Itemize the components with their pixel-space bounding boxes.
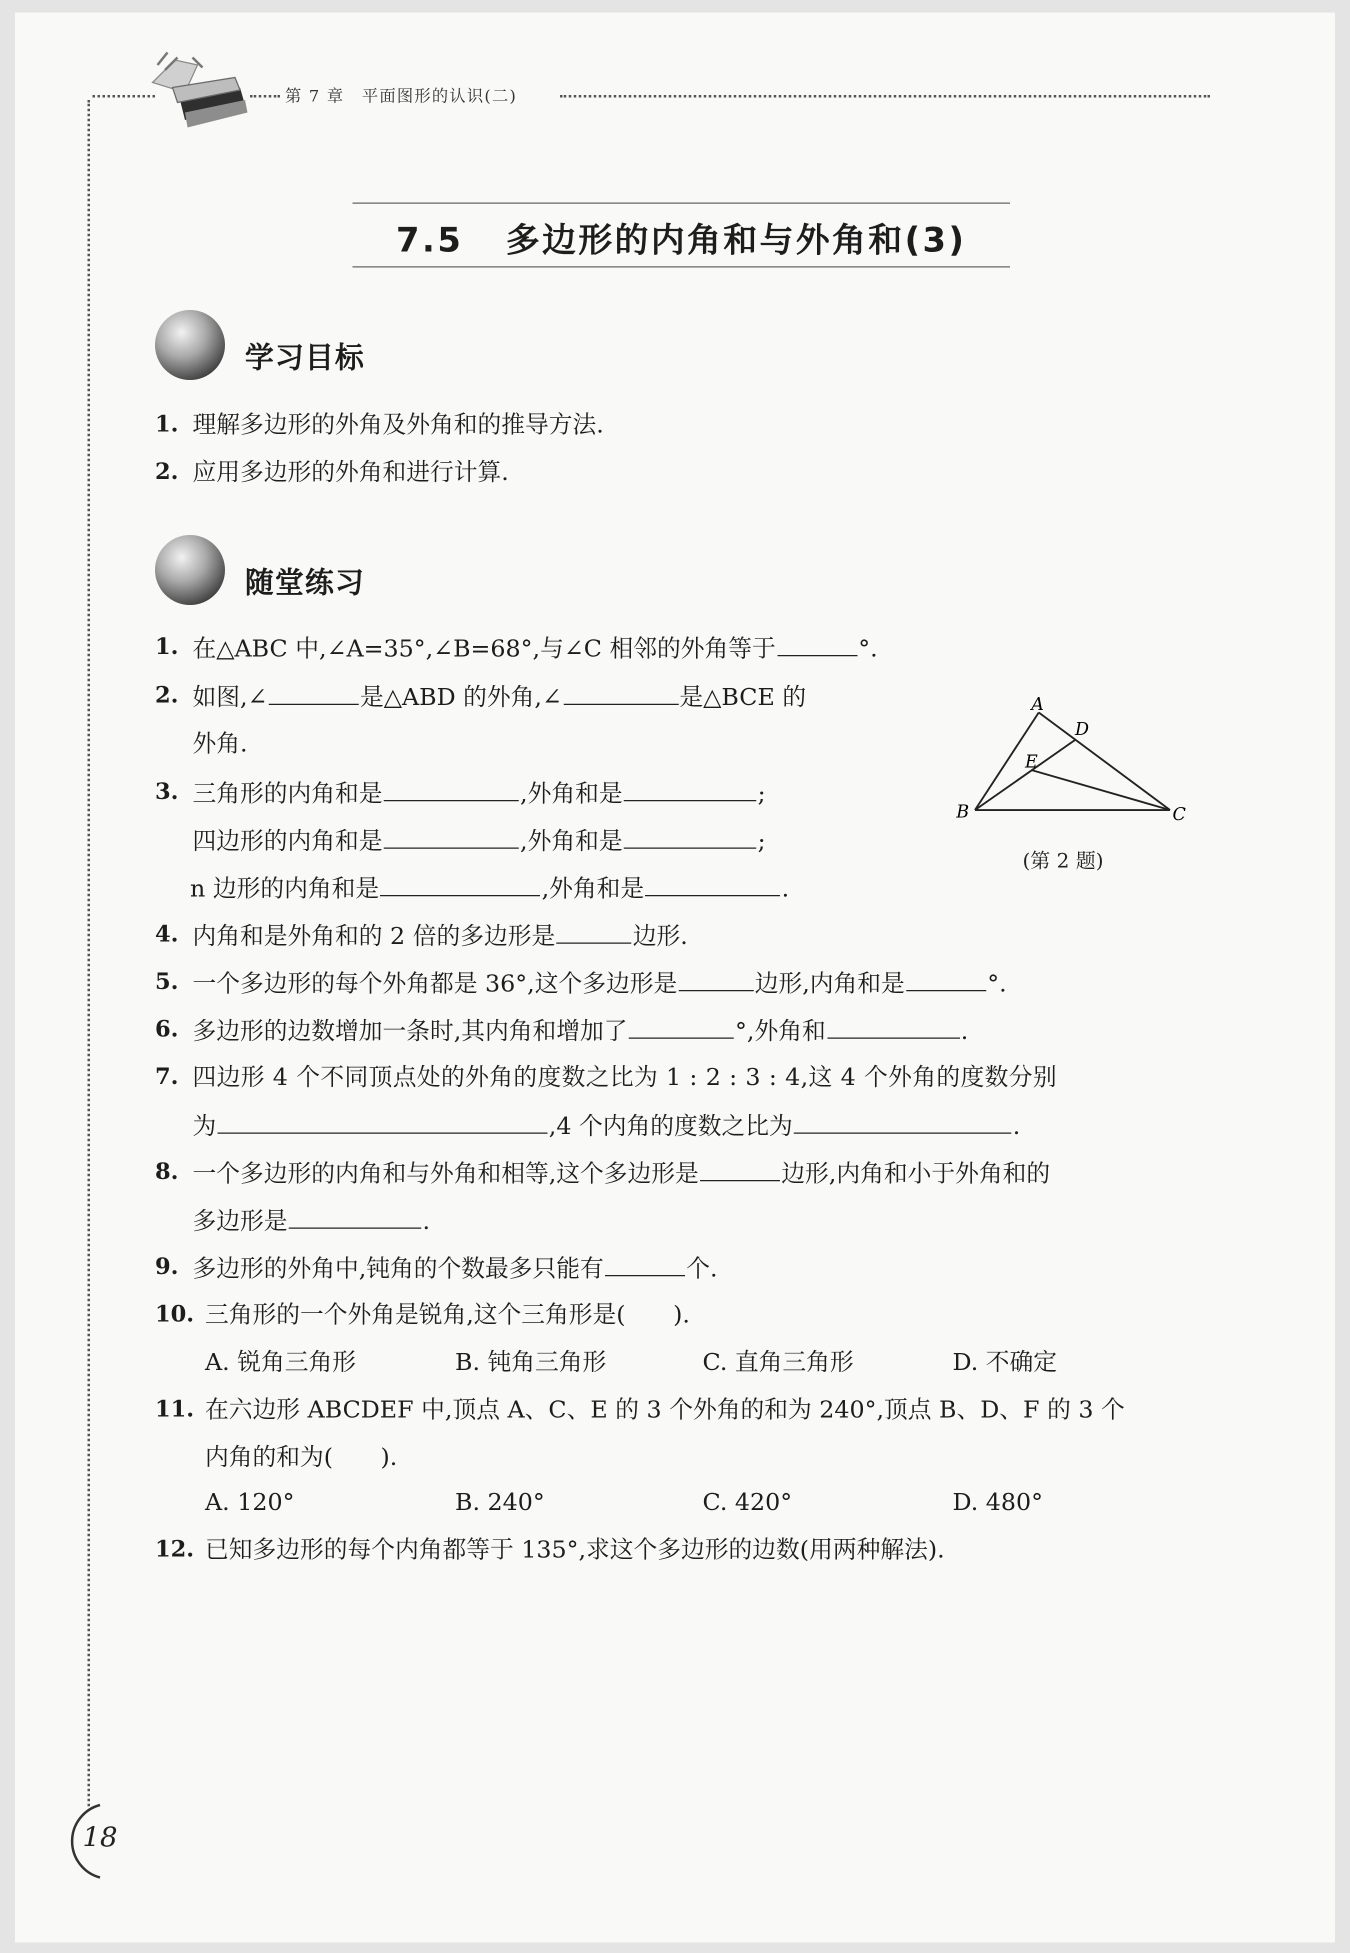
question-text: 边形,内角和是 <box>754 970 905 998</box>
question-text: 个. <box>686 1255 718 1283</box>
answer-blank[interactable] <box>700 1158 780 1182</box>
choice-option-b[interactable]: B. 240° <box>455 1488 545 1517</box>
question-1 <box>193 633 878 664</box>
question-text: . <box>781 875 790 903</box>
question-number: 12. <box>155 1536 195 1563</box>
question-3-line-2 <box>193 825 766 856</box>
vertex-label-e: E <box>1025 752 1038 773</box>
answer-blank[interactable] <box>624 825 757 849</box>
vertex-label-c: C <box>1172 805 1186 825</box>
question-number: 9. <box>155 1253 179 1280</box>
question-text: 多边形的边数增加一条时,其内角和增加了 <box>192 1017 628 1045</box>
answer-blank[interactable] <box>605 1253 685 1277</box>
question-text: °,外角和 <box>735 1017 826 1045</box>
header-dotted-rule-mid <box>250 95 280 98</box>
question-text: °. <box>987 970 1007 998</box>
answer-blank[interactable] <box>624 778 757 802</box>
answer-blank[interactable] <box>678 968 753 992</box>
question-text: . <box>960 1017 969 1045</box>
choice-option-a[interactable]: A. 锐角三角形 <box>205 1348 357 1377</box>
question-text: 外角. <box>192 730 248 758</box>
question-number: 1. <box>155 633 179 660</box>
answer-blank[interactable] <box>794 1110 1012 1134</box>
question-number: 8. <box>155 1158 179 1185</box>
page-title <box>353 213 1011 262</box>
answer-blank[interactable] <box>384 778 519 802</box>
question-text: ,外角和是 <box>520 827 623 855</box>
vertex-label-a: A <box>1031 695 1044 715</box>
question-text: ; <box>757 827 766 855</box>
goal-number: 1. <box>155 411 179 438</box>
question-text: . <box>1012 1112 1021 1140</box>
answer-blank[interactable] <box>629 1015 734 1039</box>
answer-blank[interactable] <box>645 873 780 897</box>
answer-blank[interactable] <box>380 873 540 897</box>
question-text: 内角的和为( ). <box>205 1443 398 1472</box>
answer-blank[interactable] <box>289 1205 422 1229</box>
question-4 <box>193 920 688 951</box>
question-text: ,4 个内角的度数之比为 <box>548 1112 793 1140</box>
answer-blank[interactable] <box>563 681 678 705</box>
choice-option-b[interactable]: B. 钝角三角形 <box>455 1348 607 1377</box>
question-8-line-2 <box>193 1205 431 1236</box>
question-text: ,外角和是 <box>541 875 645 903</box>
choice-option-c[interactable]: C. 直角三角形 <box>702 1348 854 1377</box>
question-text: 一个多边形的每个外角都是 36°,这个多边形是 <box>192 970 678 998</box>
question-text: 多边形是 <box>192 1207 288 1235</box>
question-2 <box>193 681 807 712</box>
header-dotted-rule-right <box>560 95 1210 98</box>
title-rule-top <box>353 203 1011 204</box>
answer-blank[interactable] <box>218 1110 548 1134</box>
margin-dotted-rule <box>88 100 91 1806</box>
question-number: 3. <box>155 778 179 805</box>
question-number: 5. <box>155 968 179 995</box>
question-text: 边形,内角和小于外角和的 <box>781 1160 1051 1188</box>
question-text: 多边形的外角中,钝角的个数最多只能有 <box>192 1255 604 1283</box>
practice-heading: 随堂练习 <box>245 567 365 600</box>
chapter-title: 平面图形的认识(二) <box>361 87 518 107</box>
question-text: ; <box>757 780 766 808</box>
choice-option-d[interactable]: D. 480° <box>952 1488 1044 1517</box>
question-text: 边形. <box>632 922 688 950</box>
question-text: n 边形的内角和是 <box>190 875 380 903</box>
question-text: 四边形 4 个不同顶点处的外角的度数之比为 1 : 2 : 3 : 4,这 4 个外角的度数分别 <box>192 1063 1058 1092</box>
goal-text: 应用多边形的外角和进行计算. <box>192 458 509 487</box>
chapter-number: 第 7 章 <box>285 87 345 107</box>
question-text: 在△ABC 中,∠A=35°,∠B=68°,与∠C 相邻的外角等于 <box>192 635 776 663</box>
question-text: 四边形的内角和是 <box>192 827 383 855</box>
answer-blank[interactable] <box>777 633 857 657</box>
question-8-line-1 <box>193 1158 1051 1189</box>
question-9 <box>193 1253 718 1284</box>
figure-caption: (第 2 题) <box>1022 848 1104 873</box>
vertex-label-b: B <box>956 802 970 823</box>
question-text: 在六边形 ABCDEF 中,顶点 A、C、E 的 3 个外角的和为 240°,顶点 B、D、F 的 3 个 <box>205 1396 1125 1424</box>
goal-text: 理解多边形的外角及外角和的推导方法. <box>192 411 604 439</box>
question-number: 6. <box>155 1016 179 1043</box>
question-text: 如图,∠ <box>192 683 268 712</box>
globe-icon <box>155 535 225 605</box>
globe-icon <box>155 310 225 380</box>
page-number: 18 <box>82 1822 118 1854</box>
question-7-line-2 <box>193 1110 1021 1141</box>
question-5 <box>193 968 1007 999</box>
question-number: 4. <box>155 921 179 948</box>
question-text: . <box>422 1207 431 1235</box>
question-text: 是△ABD 的外角,∠ <box>359 683 562 712</box>
question-3-line-3 <box>190 873 789 904</box>
section-number: 7.5 <box>396 221 464 260</box>
goals-heading: 学习目标 <box>245 342 365 375</box>
question-text: 为 <box>192 1112 217 1140</box>
answer-blank[interactable] <box>384 825 519 849</box>
answer-blank[interactable] <box>556 920 631 944</box>
question-text: 一个多边形的内角和与外角和相等,这个多边形是 <box>192 1160 699 1188</box>
goal-number: 2. <box>155 458 179 485</box>
triangle-figure <box>950 695 1200 833</box>
question-number: 2. <box>155 682 179 709</box>
question-text: °. <box>858 635 878 663</box>
question-text: 内角和是外角和的 2 倍的多边形是 <box>192 922 556 950</box>
question-number: 7. <box>155 1063 179 1090</box>
title-rule-bottom <box>353 266 1011 267</box>
question-text: 三角形的一个外角是锐角,这个三角形是( ). <box>205 1301 690 1329</box>
choice-option-a[interactable]: A. 120° <box>205 1488 295 1517</box>
choice-option-c[interactable]: C. 420° <box>702 1488 793 1517</box>
header-dotted-rule-left <box>93 95 156 98</box>
chapter-header <box>285 83 517 107</box>
books-logo-icon <box>148 50 251 140</box>
vertex-label-d: D <box>1075 720 1090 740</box>
question-text: 三角形的内角和是 <box>192 780 383 808</box>
question-text: 是△BCE 的 <box>679 683 807 712</box>
answer-blank[interactable] <box>906 968 986 992</box>
section-title-text: 多边形的内角和与外角和(3) <box>505 221 967 260</box>
question-3-line-1 <box>193 778 766 809</box>
answer-blank[interactable] <box>269 681 359 705</box>
question-6 <box>193 1015 969 1046</box>
question-text: ,外角和是 <box>520 780 623 808</box>
question-number: 10. <box>155 1301 195 1328</box>
question-number: 11. <box>155 1396 195 1423</box>
question-text: 已知多边形的每个内角都等于 135°,求这个多边形的边数(用两种解法). <box>205 1536 945 1564</box>
choice-option-d[interactable]: D. 不确定 <box>952 1348 1058 1377</box>
answer-blank[interactable] <box>827 1015 960 1039</box>
